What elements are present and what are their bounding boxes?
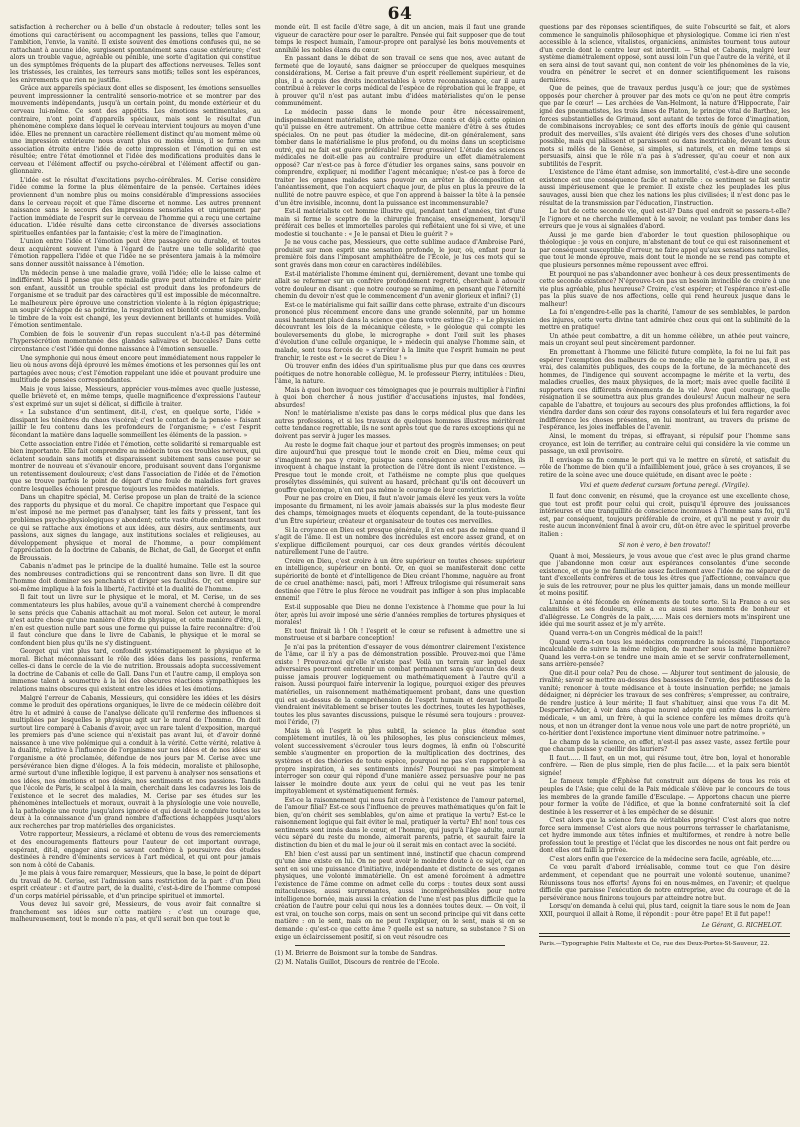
paragraph: Est-il supposable que Dieu ne donne l'existence à l'homme que pour la lui ôter, après lui avoir imposé une série d'années remplies de tortures physiques et morales! xyxy=(274,604,526,627)
paragraph: monde eût. Il est facile d'être sage, à dit un ancien, mais il faut une grande vigueur de caractère pour oser le paraître. Pensée qui fait supposer que de tout temps le respect humain, l'amour-propre ont paralysé les bons mouvements et annihilé les nobles élans du cœur. xyxy=(274,24,526,54)
column-left xyxy=(10,24,261,1120)
paragraph: L'année a été féconde en événements de toute sorte. Si la France a eu ses calamités et ses douleurs, elle a eu aussi ses moments de bonheur et d'allégresse. Le Congrès de la paix,...... Mais ces derniers mots m'inspirent une idée qui me sourit assez et je m'y arrête. xyxy=(539,598,790,629)
manager-signature: Le Gérant, G. RICHELOT. xyxy=(701,922,782,930)
column-right xyxy=(539,24,790,1120)
paragraph: Cette association entre l'idée et l'émotion, cette solidarité si remarquable est bien importante. Elle fait comprendre au médecin tous ces troubles nerveux, qui éclatent soudain sans motifs et disparaissent subitement sans cause pour se montrer de nouveau et s'évanouir encore, produisant souvent dans l'organisme un retentissement douloureux; c'est dans l'association de l'idée et de l'émotion que se trouve parfois le point de départ d'une foule de maladies fort graves contre lesquelles échouent presque toujours les remèdes matériels. xyxy=(10,440,261,493)
paragraph: L'existence de l'âme étant admise, son immortalité, c'est-à-dire une seconde existence est une conséquence facile et naturelle : ce sentiment se fait sentir aussi impérieusement que le premier. Il existe chez les peuplades les plus sauvages, aussi bien que chez les nations les plus civilisées; il n'est donc pas le résultat de la transmission par l'éducation, l'instruction. xyxy=(539,169,790,207)
paragraph: Un médecin pense à une maladie grave, voilà l'idée; elle le laisse calme et indifférent. Mais il pense que cette maladie grave peut atteindre et faire périr son enfant, aussitôt un trouble spécial est produit dans les profondeurs de l'organisme et se traduit par des caractères qu'il est impossible de méconnaître. Le malheureux père éprouve une constriction violente à la région épigastrique; un soupir s'échappe de sa poitrine, la respiration est bientôt comme suspendue, le timbre de la voix est changé, les yeux deviennent brillants et humides. Voilà l'émotion sentimentale. xyxy=(10,269,261,330)
footnote: (2) M. Natalis Guillot, Discours de rentrée de l'Ecole. xyxy=(274,958,440,966)
paragraph: Je me plais à vous faire remarquer, Messieurs, que la base, le point de départ du travail de M. Cerise, est l'admission sans restriction de la part : d'un Dieu esprit créateur : et d'autre part, de la dualité, c'est-à-dire de l'homme composé d'un corps matériel périssable, et d'un principe spirituel et immortel. xyxy=(10,870,261,900)
latin-quote: Vixi et quem dederat cursum fortuna peregi. (Virgile). xyxy=(579,482,750,490)
paragraph: Grâce aux appareils spéciaux dont elles se disposent, les émotions sensuelles peuvent impressionner la centralité sensorio-motrice et se montrer par des mouvements indépendants, jusqu'à un certain point, du monde extérieur et du cerveau lui-même. Ce sont des appétits. Les émotions sentimentales, au contraire, n'ont point d'appareils spéciaux, mais sont le résultat d'un phénomène complexe dans lequel le cerveau intervient toujours au moyen d'une idée. Elles ne prennent un caractère réellement distinct qu'au moment même où une impression extérieure nous avant plus ou moins émus, il se forme une association étroite entre l'idée de cette impression et l'émotion qui en est résultée; entre l'état émotionnel et l'idée des modifications produites dans le cerveau et l'élément affectif ou psycho-cérébral et l'élément affectif ou gan-glionnaire. xyxy=(10,85,261,176)
paragraph: Georget qui vint plus tard, confondit systématiquement le physique et le moral. Bichat méconnaissant le rôle des idées dans les passions, renferma celles-ci dans le cercle de la vie de nutrition. Broussais adopta successivement la doctrine de Cabanis et celle de Gall. Dans l'un et l'autre camp, il employa son immense talent à soumettre à la loi des obscures réactions sympathiques les relations mains obscures qui existent entre les idées et les émotions. xyxy=(10,648,261,694)
paragraph: Le but de cette seconde vie, quel est-il? Dans quel endroit se passera-t-elle? Je l'ignore et ne cherche nullement à le savoir, ne voulant pas tomber dans les erreurs que je vous ai signalées d'abord. xyxy=(539,208,790,231)
paragraph: « La substance d'un sentiment, dit-il, c'est, en quelque sorte, l'idée » dissipant les ténèbres du chaos viscéral; c'est le contact de la pensée » faisant jaillir le feu contenu dans les profondeurs de l'organisme; » c'est l'esprit fécondant la matière dans laquelle sommeillent les éléments de la passion. » xyxy=(10,409,261,439)
paragraph: Cabanis n'admet pas le principe de la dualité humaine. Telle est la source des nombreuses contradictions qui se rencontrent dans son livre. Il dit que l'homme doit dominer ses penchants et diriger ses facultés. Or, cet empire sur soi-même implique à la fois la liberté, l'activité et la dualité de l'homme. xyxy=(10,563,261,593)
paragraph: Que de peines, que de travaux perdus jusqu'à ce jour; que de systèmes opposés pour chercher à prouver par des mots ce qu'on ne peut être compris que par le cœur! — Les archées de Van-Helmont, la nature d'Hippocrate, l'air igné des pneumatistes, les trois âmes de Platon, le principe vital de Barthez, les forces substantielles de Grimaud, sont autant de textes de force d'imagination, de combinaisons incroyables; ce sont des efforts inouïs de génie qui causent produit des merveilles, s'ils avaient été dirigés vers des choses d'une solution possible, mais qui pâlissent et paraissent ou dans inextricable, devant les deux mots si mêlés de la Genèse, si simples, si naturels, et en même temps si persuasifs, ainsi que le rôle n'a pas à s'adresser, qu'au coeur et non aux subtilités de l'esprit. xyxy=(539,85,790,168)
paragraph: Non! le matérialisme n'existe pas dans le corps médical plus que dans les autres professions, et si les travaux de quelques hommes illustres méritèrent cette tendance regrettable, ils ne sont après tout que de rares exceptions qui ne doivent pas servir à juger les masses. xyxy=(274,410,526,440)
paragraph: En promettant à l'homme une félicité future complète, la foi ne lui fait pas espérer l'exemption des malheurs de ce monde; elle ne le garantira pas, il est vrai, des calamités publiques, des coups de la fortune, de la méchanceté des hommes, de l'indigence qui souvent accompagne le mérite et la vertu, des maladies cruelles, des maux physiques, de la mort; mais avec quelle facilité il supportera ces différents événements de la vie! Avec quel courage, quelle résignation il se soumettra aux plus grandes douleurs! Aucun malheur ne sera capable de l'abattre, et toujours au secours des plus profondes afflictions, la foi viendra darder dans son cœur des rayons consolateurs et lui fera regarder avec indifférence les choses présentes, en lui montrant, au travers du prisme de l'espérance, les joies ineffables de l'avenir. xyxy=(539,348,790,432)
paragraph: Dans un chapitre spécial, M. Cerise propose un plan de traité de la science des rapports du physique et du moral. Ce chapitre important que l'espace qui m'est imposé ne me permet pas d'analyser, tant les faits y pressent, tant les problèmes psycho-physiologiques y abondent; cette vaste étude embrassant tout ce qui se rattache aux émotions et aux idées, aux désirs, aux sentiments, aux passions, aux signes du langage, aux institutions sociales et religieuses, au développement physique et moral de l'homme, a pour complément l'appréciation de la doctrine de Cabanis, de Bichat, de Gall, de Georget et enfin de Broussais. xyxy=(10,494,261,562)
column-middle xyxy=(275,24,526,1120)
imprint-rule xyxy=(539,933,790,937)
paragraph: En passant dans le débat de son travail ce sens que nos, avec autant de fermeté que de loyauté, sans daigner se préoccuper de quelques mesquines considérations, M. Cerise a fait preuve d'un esprit réellement supérieur, et de plus, il a acquis des droits incontestables à votre reconnaissance, car il aura contribué à relever le corps médical de l'espèce de réprobation qui le frappe, et à prouver qu'il n'est pas autant imbu d'idées matérialistes qu'on le pense communément. xyxy=(274,55,526,108)
paragraph: Croire en Dieu, c'est croire à un être supérieur en toutes choses: supérieur en intelligence, supérieur en bonté. Or, en quoi se manifesterait donc cette supériorité de bonté et d'intelligence de Dieu créant l'homme, naguère au front de ce cruel anathème: nasci, pati, mori ! Affreux trilogisme qui résumerait sans destinée que l'être le plus féroce ne voudrait pas infliger à son plus implacable ennemi! xyxy=(274,557,526,603)
paragraph: Eh! bien c'est aussi par un sentiment inné, instinctif que chacun comprend qu'une âme existe en lui. On ne peut avoir le moindre doute à ce sujet, car on sent en soi une puissance d'initiative, indépendante et distincte de ses organes physiques, une volonté immatérielle. On est amené forcément à admettre l'existence de l'âme comme on admet celle du corps : toutes deux sont aussi mitaculeuses, aussi surprenantes, aussi incompréhensibles pour notre intelligence bornée, mais aussi la création de l'une n'est pas plus difficile que la création de l'autre pour celui qui nous les a données toutes deux. — On voit, il est vrai, on touche son corps, mais on sent un second principe qui vit dans cette matière : on le sent, mais on ne peut l'expliquer, on le sent, mais si on se demande : qu'est-ce que cette âme ? quelle est sa nature, sa substance ? Si on exige un éclaircissement positif, si on veut résoudre ces xyxy=(274,850,526,941)
paragraph: Il faut donc convenir, en résumé, que la croyance est une excellente chose, que tout est profit pour celui qui croit, puisqu'il éprouve des jouissances intérieures et une tranquillité de conscience inconnues à l'homme sans foi, qu'il est, par conséquent, toujours préférable de croire, et qu'il ne peut y avoir du reste aucun inconvénient final à avoir cru, dût-on être avec le spirituel proverbe italien : xyxy=(539,493,790,538)
paragraph: Combien de fois le souvenir d'un repas succulent n'a-t-il pas déterminé l'hypersécrétion momentanée des glandes salivaires et buccales? Dans cette circonstance c'est l'idée qui donne naissance à l'émotion sensuelle. xyxy=(10,330,261,353)
paragraph: Quant à moi, Messieurs, je vous avoue que c'est avec le plus grand charme que j'abandonne mon cœur aux espérances consolantes d'une seconde existence, et que je me familiarise assez facilement avec l'idée de me séparer de tant d'excellents confrères et de tous les êtres que j'affectionne, convaincu que je suis de les retrouver, pour ne plus les quitter jamais, dans un monde meilleur et moins positif. xyxy=(539,552,790,598)
paragraph: Un athée peut combattre, a dit un homme célèbre, un athée peut vaincre, mais un croyant seul peut sincèrement pardonner. xyxy=(539,332,790,348)
paragraph: Ce vœu paraît d'abord irréalisable, comme tout ce que l'on désire ardemment, et cependant que ne pourrait une volonté soutenue, unanime? Réunissons tous nos efforts! Ayons foi en nous-mêmes, en l'avenir; et quelque difficile que paraisse l'exécution de notre entreprise, avec du courage et de la persévérance nous finirons toujours par atteindre notre but. xyxy=(539,864,790,902)
paragraph: C'est alors que la science fera de véritables progrès! C'est alors que notre force sera immense! C'est alors que nous pourrons terrasser le charlatanisme, cet hydre immonde aux têtes infinies et multiformes, et rendre à notre belle profession tout le prestige et l'éclat que les discordes ne nous ont fait perdre ou dont elles ont failli la privée. xyxy=(539,817,790,855)
paragraph: L'idée est le résultat d'excitations psycho-cérébrales. M. Cerise considère l'idée comme la forme la plus élémentaire de la pensée. Certaines idées proviennent d'un nombre plus ou moins considérable d'impressions associées dans le cerveau reçoit et que l'âme discerne et nomme. Les autres prennent naissance sans le secours des impressions sensoriales et uniquement par l'action immédiate de l'esprit sur le cerveau de l'homme qui a reçu une certaine éducation. L'idée résulte dans cette circonstance de diverses associations spirituelles enfantées par la fantaisie; c'est la mère de l'imagination. xyxy=(10,176,261,237)
paragraph: Est-ce la raisonnement qui nous fait croire à l'existence de l'amour paternel, de l'amour filial? Est-ce sous l'influence de preuves mathématiques qu'on fait le bien, qu'on chérit ses semblables, qu'on aime et pratique la vertu? Est-ce le raisonnement logique qui fait éviter le mal, pratiquer la vertu? Eh! non! tous ces sentiments sont innés dans le cœur, et l'homme, qui jusqu'à l'âge adulte, aurait vécu séparé du reste du monde, aimerait parents, patrie, et saurait faire la distinction du bien et du mal le jour où il serait mis en contact avec la société. xyxy=(274,796,526,849)
paragraph: Est-il matérialiste cet homme illustre qui, pendant tant d'années, tint d'une main si ferme le sceptre de la chirurgie française, enseignement, lorsqu'il préférait ces belles et immortelles paroles qui reflétaient une foi si vive, et une modestie si touchante : « Je le pansai et Dieu le guérit ? » xyxy=(274,208,526,238)
paragraph: Aussi je me garde bien d'aborder le tout question philosophique ou théologique : je vous en conjure, m'abstenant de tout ce qui est raisonnement et par conséquent susceptible d'erreur, ne faire appel qu'aux sensations naturelles, que tout le monde éprouve, mais dont tout le monde ne se rend pas compte et que plusieurs personnes même repoussent avec effroi. xyxy=(539,231,790,269)
footnote-rule xyxy=(295,945,506,946)
paragraph: Il fait tout un livre sur le physique et le moral, et M. Cerise, un de ses commentateurs les plus habiles, avoue qu'il a vainement cherché à comprendre le sens précis que Cabanis attachait au mot moral. Selon cet auteur, le moral n'est autre chose qu'une manière d'être du physique, et cette manière d'être, il n'en est question nulle part sous une forme qui puisse la faire reconnaître: d'où il faut conclure que dans le livre de Cabanis, le physique et le moral se confondent bien plus qu'ils ne s'y distinguent. xyxy=(10,594,261,647)
paragraph: Lorsqu'on demanda à celui qui, plus tard, ceignit la tiare sous le nom de Jean XXII, pourquoi il allait à Rome, il répondit : pour être pape! Et il fut pape!! xyxy=(539,903,790,918)
paragraph: Où trouver enfin des idées d'un spiritualisme plus pur que dans ces œuvres poétiques de notre honorable collègue, M. le professeur Pierry, intitulées : Dieu, l'âme, la nature. xyxy=(274,363,526,386)
paragraph: Mais à quoi bon invoquer ces témoignages que je pourrais multiplier à l'infini à quoi bon chercher à nous justifier d'accusations injustes, mal fondées, absurdes! xyxy=(274,386,526,409)
paragraph: questions par des réponses scientifiques, de suite l'obscurité se fait, et alors commence le sanguinolis philosophique et physiologique. Comme ici rien n'est accessible à la science, vitalistes, organiciens, animistes tournent tous autour d'un cercle dont le centre leur est interdit. — Sthal et Cabanis, malgré leur système diamétralement opposé, sont aussi loin l'un que l'autre de la vérité, et il en sera ainsi de tout savant qui, non content de voir les phénomènes de la vie, voudra en pénétrer le secret et en donner scientifiquement les raisons dernières. xyxy=(539,24,790,84)
paragraph: L'union entre l'idée et l'émotion peut être passagère ou durable, et toutes deux acquièrent souvent l'une à l'égard de l'autre une telle solidarité que l'émotion rappellera l'idée et que l'idée ne se présentera jamais à la mémoire sans donner aussitôt naissance à l'émotion. xyxy=(10,238,261,268)
paragraph: Que dit-il pour cela? Peu de chose. — Abjurer tout sentiment de jalousie, de rivalité; savoir se mettre au-dessus des bassesses de l'envie, des petitesses de la vanité; renoncer à toute médisance et à toute insinuation perfide; ne jamais dédaigner, ni déprécier les travaux de ses confrères; s'empresser, au contraire, de rendre justice à leur mérite; Il faut s'habituer, ainsi que vous l'a dit M. Desperrier-Ader, à voir dans chaque nouvel adepte qui entre dans la carrière médicale, « un ami, un frère, à qui la science confère les mêmes droits qu'à nous, et non un étranger dont la venue nous vole une part de notre propriété, un co-héritier dont l'existence importune vient diminuer notre patrimoine. » xyxy=(539,669,790,738)
journal-page xyxy=(10,4,790,1120)
paragraph: Je ne vous cache pas, Messieurs, que cette sublime audace d'Ambroise Paré, produisit sur mon esprit une sensation profonde, le jour, où, enfant pour la première fois dans l'imposant amphithéâtre de l'École, je lus ces mots qui se sont gravés dans mon cœur en caractères indélébiles. xyxy=(274,239,526,269)
paragraph: Mais je vous laisse, Messieurs, apprécier vous-mêmes avec quelle justesse, quelle brièveté et, en même temps, quelle magnificence d'expressions l'auteur s'est exprimé sur un sujet si délicat, si difficile à traiter. xyxy=(10,385,261,408)
paragraph: Il faut...... Il faut, en un mot, qui résume tout, être bon, loyal et honorable confrère. — Rien de plus simple, rien de plus facile..... et la paix sera bientôt signée! xyxy=(539,754,790,777)
paragraph: satisfaction à rechercher ou à belle d'un obstacle à redouter; telles sont les émotions qui caractérisent ou accompagnent les passions, telles que l'amour, l'ambition, l'envie, la vanité. Il existe souvent des émotions confuses qui, ne se rattachant à aucune idée, surgissent spontanément sans cause extérieure; c'est alors un trouble vague, agréable ou pénible, une sorte d'agitation qui constitue un des symptômes fréquents de la plupart des affections nerveuses. Telles sont les tristesses, les craintes, les terreurs sans motifs; telles sont les espérances, les enivrements que rien ne justifie. xyxy=(10,24,261,84)
paragraph: Vous devez lui savoir gré, Messieurs, de vous avoir fait connaître si franchement ses idées sur cette matière : c'est un courage que, malheureusement, tout le monde n'a pas, et qu'il serait bon que tout le xyxy=(10,901,261,924)
paragraph: Le médecin passe dans le monde pour être nécessairement, indispensablement matérialiste, athée même. Onze cents et déjà cette opinion qu'il puisse en être autrement. On attribue cette manière d'être à ses études spéciales. On ne peut pas étudier la médecine, dit-on généralement, sans tomber dans le matérialisme le plus profond, ou du moins dans un scepticisme outré, qui ne fait est guère préférable! Erreur grossière! L'étude des sciences médicales ne doit-elle pas au contraire produire un effet diamétralement opposé? Car n'est-ce pas à force d'étudier les organes sains, sans pouvoir en comprendre, expliquer, ni modifier l'agent mécanique; n'est-ce pas à force de traiter les organes malades sans pouvoir en arrêter la décomposition et l'anéantissement, que l'on acquiert chaque jour, de plus en plus la preuve de la nullité de notre pauvre espèce, et que l'on apprend à baisser la tête à la pensée d'un être invisible, inconnu, dont la puissance est incommensurable? xyxy=(274,109,526,207)
paragraph: Pour ne pas croire en Dieu, il faut n'avoir jamais élevé les yeux vers la voûte imposante du firmament, ni les avoir jamais abaissés sur la plus modeste fleur des champs, témoignages muets et éloquents cependant, de la toute-puissance d'un Être supérieur, créateur et organisateur de toutes ces merveilles. xyxy=(274,495,526,525)
paragraph: Mais là où l'esprit le plus subtil, la science la plus étendue sont complètement inutiles, là où les philosophes, les plus consciencieux mêmes, volent successivement s'écrouler tous leurs dogmes, là enfin où l'obscurité semble s'augmenter en proportion de la multiplication des doctrines, des systèmes et des théories de toute espèce, pourquoi ne pas s'en rapporter à sa propre inspiration, à ses sentiments innés? Pourquoi ne pas simplement interroger son cœur qui répond d'une manière assez persuasive pour ne pas laisser le moindre doute aux yeux de celui qui ne veut pas les tenir impitoyablement et systématiquement fermés. xyxy=(274,727,526,796)
paragraph: Est-ce le matérialisme qui fait saillir dans cette phrase, extraite d'un discours prononcé plus récemment encore dans une grande solennité, par un homme aussi hautement placé dans la science que dans votre estime (2) : « Le physicien découvrant les lois de la mécanique céleste, » le géologue qui compte les bouleversements du globe, le micrographe » dont l'œil suit les phases d'évolution d'une cellule organique, le » médecin qui analyse l'homme sain, et malade, sont tous forcés de » s'arrêter à la limite que l'esprit humain ne peut franchir, le reste est » le secret de Dieu ! » xyxy=(274,301,526,362)
paragraph: Est-il matérialiste l'homme éminent qui, dernièrement, devant une tombe qui allait se refermer sur un confrère profondément regretté, cherchait à adoucir votre douleur en disant : que notre courage se ranime, en pensant que l'éternité chemin du devoir n'est que le commencement d'un avenir glorieux et infini? (1) xyxy=(274,270,526,301)
paragraph: Et tout finirait là ! Oh ! l'esprit et le cœur se refusent à admettre une si monstrueuse et si barbare conception! xyxy=(274,627,526,643)
paragraph: Quand verra-t-on un Congrès médical de la paix!! xyxy=(549,630,703,638)
footnote: (1) M. Brierre de Boismont sur la tombe de Sandras. xyxy=(274,950,438,958)
printer-imprint: Paris.—Typographie Felix Malteste et Ce, rue des Deux-Portes-St-Sauveur, 22. xyxy=(539,941,770,948)
paragraph: Si la croyance en Dieu est presque générale, il n'en est pas de même quand il s'agit de l'âme. Il est un nombre des incrédules est encore assez grand, et on s'explique difficilement pourquoi, car ces deux grandes vérités découlent naturellement l'une de l'autre. xyxy=(274,526,526,557)
paragraph: C'est alors enfin que l'exercice de la médecine sera facile, agréable, etc..... xyxy=(549,855,782,863)
paragraph: Malgré l'erreur de Cabanis, Messieurs, qui considère les idées et les désirs comme le produit des opérations organiques, le livre de ce médecin célèbre doit être lu et admiré à cause de l'analyse délicate qu'il renferme des influences si multipliées par lesquelles le physique agit sur le moral de l'homme. On doit surtout lire comparé à Cabanis d'avoir, avec un rare talent d'exposition, marqué les premiers pas d'une science qui n'existait pas avant lui, et d'avoir donné naissance à une vive polémique qui a conduit à la vérité. Cette vérité, relative à la dualité, relative à l'influence de l'organisme sur nos idées et de nos idées sur l'organisme a été proclamée, défendue de nos jours par M. Cerise avec une persévérance bien digne d'éloges. À la fois médecin, moraliste et philosophe, armé surtout d'une inflexible logique, il est parvenu à analyser nos sensations et nos idées, nos émotions et nos désirs, nos sentiments et nos passions. Tandis que l'école de Paris, le scalpel à la main, cherchait dans les cadavres les lois de l'existence et le secret des maladies, M. Cerise par ses études sur les phénomènes intellectuels et moraux, ouvrait à la physiologie une voie nouvelle, à la pathologie une route jusqu'alors ignorée et qui devait le conduire toutes les deux à la connaissance d'un grand nombre d'affections échappées jusqu'alors aux recherches par trop matérielles des organicistes. xyxy=(10,694,261,830)
paragraph: Le fameux temple d'Éphèse fut construit aux dépens de tous les rois et peuples de l'Asie; que celui de la Paix médicale s'élève par le concours de tous les membres de la grande famille d'Esculape. — Apportons chacun une pierre pour former la voûte de l'édifice, et que la bonne confraternité soit la clef destinée à les resserrer et à les empêcher de se désunir. xyxy=(539,778,790,816)
paragraph: Il envisage sa fin comme le port qui va le mettre en sûreté, et satisfait du rôle de l'homme de bien qu'il a infailliblement joué, grâce à ses croyances, il se retire de la scène avec une douce quiétude, en disant avec le poète : xyxy=(539,456,790,479)
paragraph: La foi n'engendre-t-elle pas la charité, l'amour de ses semblables, le pardon des injures, cette vertu divine tant admirée chez ceux qui ont la sublimité de la mettre en pratique! xyxy=(539,309,790,332)
text-columns xyxy=(10,24,790,1120)
italian-proverb: Si non è vero, è ben trovato!! xyxy=(618,541,711,549)
paragraph: Quand verra-t-on tous les médecins comprendre la nécessité, l'importance incalculable de suivre la même religion, de marcher sous la même bannière? Quand les verra-t-on se tendre une main amie et se servir confraternellement, sans arrière-pensée? xyxy=(539,638,790,669)
paragraph: Le champ de la science, en effet, n'est-il pas assez vaste, assez fertile pour que chacun puisse y cueillir des lauriers? xyxy=(539,738,790,754)
paragraph: Ainsi, le moment du trépas, si effrayant, si répulsif pour l'homme sans croyance, est loin de terrifier, au contraire celui qui considère la vie comme un passage, un exil provisoire. xyxy=(539,432,790,456)
paragraph: Votre rapporteur, Messieurs, a réclamé et obtenu de vous des remerciements et des encouragements flatteurs pour l'auteur de cet important ouvrage, espérant, dit-il, engager ainsi ce savant confrère à poursuivre des études destinées à rendre d'éminents services à l'art médical, et qui ont pour jamais son nom à côté de Cabanis. xyxy=(10,831,261,869)
paragraph: Au reste le dogme fait chaque jour et partout des progrès immenses; on peut dire aujourd'hui que presque tout le monde croit en Dieu, même ceux qui s'imaginent ne pas y croire, puisque sans conséquence avec eux-mêmes, ils invoquent à chaque instant la protection de l'être dont ils nient l'existence. — Presque tout le monde croit, et l'athéisme ne compte plus que quelques prosélytes disséminés, qui suivent au hasard, prêchant qu'ils ont découvert un gouffre quelconque, n'en ont pas même le courage de leur conviction. xyxy=(274,441,526,494)
paragraph: Et pourquoi ne pas s'abandonner avec bonheur à ces deux pressentiments de cette seconde existence? N'éprouve-t-on pas un besoin invincible de croire à une vie plus agréable, plus heureuse? Croire, c'est espérer; et l'espérance n'est-elle pas la plus suave de nos affections, celle qui rend heureux jusque dans le malheur! xyxy=(539,270,790,308)
page-number: 64 xyxy=(387,4,413,24)
paragraph: Une symphonie qui nous émeut encore peut immédiatement nous rappeler le lieu où nous avons déjà éprouvé les mêmes émotions et les personnes qui les ont partagées avec nous; c'est l'émotion rappelant une idée et pouvant produire une multitude de pensées correspondantes. xyxy=(10,354,261,385)
paragraph: Je n'ai pas la prétention d'essayer de vous démontrer clairement l'existence de l'âme, car il n'y a pas de démonstration possible. Prouvez-moi que l'âme existe ! Prouvez-moi qu'elle n'existe pas! Voilà un terrain sur lequel deux adversaires pourront entretenir un combat permanent sans qu'aucun des deux puisse jamais prouver logiquement ou mathématiquement à l'autre qu'il a raison. Aussi pourquoi faire intervenir la logique, pourquoi exiger des preuves matérielles, un raisonnement mathématiquement probant, dans une question qui est au-dessus de la compréhension de l'esprit humain et devant laquelle viendraient inévitablement se briser toutes les doctrines, toutes les hypothèses, toutes les plus savantes discussions, puisque le résumé sera toujours : prouvez-moi l'éride, (?) xyxy=(274,643,526,727)
